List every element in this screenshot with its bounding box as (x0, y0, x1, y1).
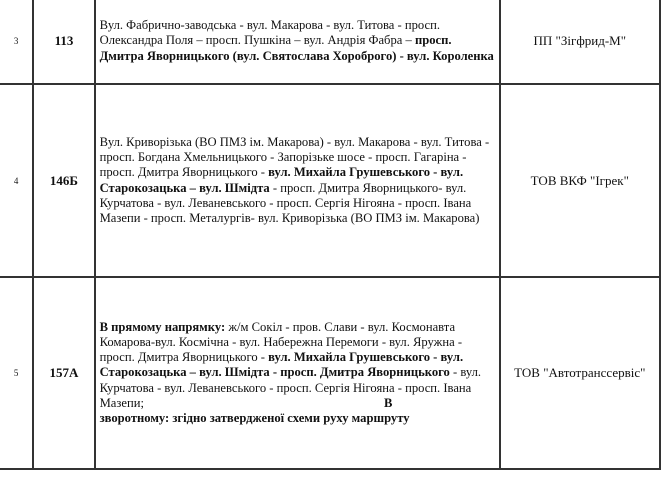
row-number: 4 (0, 84, 33, 277)
route-segment: Вул. Криворізька (ВО ПМЗ ім. Макарова) - вул. Макарова - вул. Титова - просп. Богдана Хмельницького - Запорізьке шосе - просп. Гагаріна - просп. Дмитра Яворницького - (99, 134, 490, 180)
route-description (95, 0, 500, 84)
route-segment-bold: просп. Дмитра Яворницького (вул. Святослава Хороброго) - вул. Короленка (99, 33, 494, 63)
table-row (0, 0, 660, 84)
route-segment: - вул. Курчатова - вул. Леваневського - просп. Сергія Нігояна - просп. Івана Мазепи; (99, 365, 482, 410)
carrier-name: ПП "Зігфрид-М" (500, 0, 660, 84)
route-description (95, 84, 500, 277)
route-segment-bold: вул. Михайла Грушевського - вул. Старокозацька – вул. Шмідта (99, 165, 464, 195)
route-segment-bold: зворотному: згідно затвердженої схеми руху маршруту (99, 411, 410, 425)
route-segment-bold: В (383, 395, 393, 410)
route-description (95, 277, 500, 469)
route-segment-bold: В прямому напрямку: (99, 319, 226, 334)
route-number: 113 (33, 0, 94, 84)
carrier-name: ТОВ "Автотранссервіс" (500, 277, 660, 469)
route-number: 157А (33, 277, 94, 469)
route-segment: ж/м Сокіл - пров. Слави - вул. Космонавта Комарова-вул. Космічна - вул. Набережна Перемоги - вул. Яружна - просп. Дмитра Яворницького - (99, 319, 463, 365)
route-segment-bold: вул. Михайла Грушевського - вул. Старокозацька – вул. Шмідта - просп. Дмитра Яворницького (99, 350, 464, 380)
route-segment: - просп. Дмитра Яворницького- вул. Курчатова - вул. Леваневського - просп. Сергія Нігояна - просп. Івана Мазепи - просп. Металургів- вул. Криворізька (ВО ПМЗ ім. Макарова) (99, 180, 480, 225)
carrier-name: ТОВ ВКФ "Ігрек" (500, 84, 660, 277)
row-number: 3 (0, 0, 33, 84)
route-number: 146Б (33, 84, 94, 277)
row-number: 5 (0, 277, 33, 469)
table-row (0, 277, 660, 469)
table-row (0, 84, 660, 277)
route-segment: Вул. Фабрично-заводська - вул. Макарова - вул. Титова - просп. Олександра Поля – просп. Пушкіна – вул. Андрія Фабра – (99, 18, 441, 48)
